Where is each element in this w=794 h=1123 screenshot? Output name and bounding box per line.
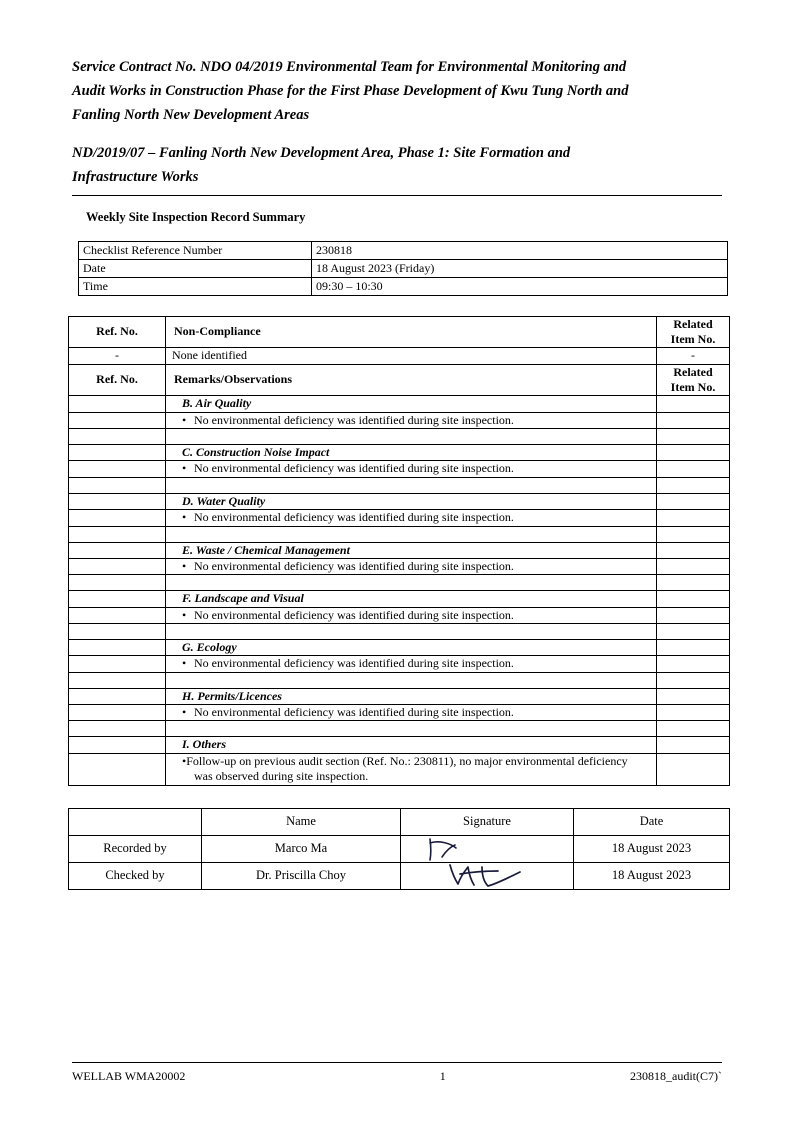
cell-blank <box>69 477 166 493</box>
table-row <box>69 688 730 704</box>
cell-blank <box>69 640 166 656</box>
cell-blank <box>69 705 166 721</box>
cell-blank <box>657 721 730 737</box>
cell-blank <box>657 510 730 526</box>
table-row <box>69 640 730 656</box>
sig-date-recorded-by: 18 August 2023 <box>574 835 730 862</box>
observation-text: No environmental deficiency was identified during site inspection. <box>194 461 514 476</box>
observation-construction-noise <box>166 461 657 477</box>
footer-right-text: 230818_audit(C7)` <box>630 1069 722 1083</box>
table-row-spacer <box>69 575 730 591</box>
cell-blank <box>69 607 166 623</box>
table-row-spacer <box>69 526 730 542</box>
info-label-checklist-ref: Checklist Reference Number <box>79 241 312 259</box>
cell-blank <box>166 672 657 688</box>
table-row <box>79 277 728 295</box>
cell-blank <box>69 624 166 640</box>
table-row <box>79 259 728 277</box>
table-row <box>69 510 730 526</box>
sig-header-signature: Signature <box>401 808 574 835</box>
cell-blank <box>69 575 166 591</box>
table-row <box>69 445 730 461</box>
table-header-row <box>69 808 730 835</box>
cell-blank <box>657 396 730 412</box>
table-row <box>69 737 730 753</box>
cell-blank <box>657 624 730 640</box>
table-row <box>69 753 730 785</box>
table-row-spacer <box>69 721 730 737</box>
cell-blank <box>657 705 730 721</box>
sig-header-name: Name <box>202 808 401 835</box>
cell-blank <box>69 461 166 477</box>
cell-blank <box>69 688 166 704</box>
page-footer <box>72 1062 722 1084</box>
header-ref-no-2: Ref. No. <box>69 364 166 396</box>
header-related-line-2b: Item No. <box>670 380 716 395</box>
observation-text: No environmental deficiency was identified during site inspection. <box>194 510 514 525</box>
cell-blank <box>69 656 166 672</box>
table-header-row <box>69 364 730 396</box>
cell-blank <box>657 542 730 558</box>
cell-blank <box>69 526 166 542</box>
non-compliance-ref: - <box>69 348 166 364</box>
cell-blank <box>69 558 166 574</box>
signature-table <box>68 808 730 890</box>
info-label-date: Date <box>79 259 312 277</box>
observation-air-quality <box>166 412 657 428</box>
header-related-item-no <box>657 316 730 348</box>
signature-mark-recorded-by <box>401 835 574 862</box>
table-row <box>69 835 730 862</box>
cell-blank <box>69 396 166 412</box>
category-permits-licences: H. Permits/Licences <box>166 688 657 704</box>
handwritten-signature-icon <box>412 864 562 888</box>
inspection-info-table <box>78 241 728 296</box>
observation-waste-chemical <box>166 558 657 574</box>
category-others: I. Others <box>166 737 657 753</box>
non-compliance-text: None identified <box>166 348 657 364</box>
cell-blank <box>166 624 657 640</box>
cell-blank <box>657 412 730 428</box>
category-waste-chemical: E. Waste / Chemical Management <box>166 542 657 558</box>
section-heading: Weekly Site Inspection Record Summary <box>86 209 306 224</box>
sig-date-checked-by: 18 August 2023 <box>574 862 730 889</box>
category-ecology: G. Ecology <box>166 640 657 656</box>
cell-blank <box>657 640 730 656</box>
cell-blank <box>69 445 166 461</box>
sig-name-recorded-by: Marco Ma <box>202 835 401 862</box>
cell-blank <box>166 721 657 737</box>
table-row <box>69 591 730 607</box>
info-value-time: 09:30 – 10:30 <box>312 277 728 295</box>
cell-blank <box>69 510 166 526</box>
table-row-spacer <box>69 429 730 445</box>
cell-blank <box>69 753 166 785</box>
cell-blank <box>657 607 730 623</box>
cell-blank <box>657 461 730 477</box>
sig-role-checked-by: Checked by <box>69 862 202 889</box>
header-related-line-1b: Related <box>673 364 713 379</box>
sig-role-recorded-by: Recorded by <box>69 835 202 862</box>
cell-blank <box>657 656 730 672</box>
cell-blank <box>657 753 730 785</box>
table-row <box>69 542 730 558</box>
cell-blank <box>657 688 730 704</box>
cell-blank <box>69 591 166 607</box>
cell-blank <box>657 591 730 607</box>
cell-blank <box>657 477 730 493</box>
table-row <box>69 656 730 672</box>
observation-landscape-visual <box>166 607 657 623</box>
bullet-icon: • <box>182 510 187 525</box>
table-row <box>69 461 730 477</box>
title-line-3: Fanling North New Development Areas <box>72 106 310 123</box>
footer-left-text: WELLAB WMA20002 <box>72 1069 186 1083</box>
table-row-spacer <box>69 477 730 493</box>
subtitle-line-2: Infrastructure Works <box>72 168 199 185</box>
non-compliance-related: - <box>657 348 730 364</box>
table-row <box>69 412 730 428</box>
observation-text: No environmental deficiency was identified during site inspection. <box>194 558 514 573</box>
table-row <box>69 705 730 721</box>
sig-name-checked-by: Dr. Priscilla Choy <box>202 862 401 889</box>
cell-blank <box>657 429 730 445</box>
observation-others <box>166 753 657 785</box>
info-value-checklist-ref: 230818 <box>312 241 728 259</box>
observation-permits-licences <box>166 705 657 721</box>
table-row <box>69 348 730 364</box>
table-row <box>69 862 730 889</box>
table-row <box>69 493 730 509</box>
table-row <box>79 241 728 259</box>
sig-header-blank <box>69 808 202 835</box>
subtitle-line-1: ND/2019/07 – Fanling North New Development Area, Phase 1: Site Formation and <box>72 144 571 161</box>
observation-text: No environmental deficiency was identified during site inspection. <box>194 705 514 720</box>
cell-blank <box>657 575 730 591</box>
cell-blank <box>657 526 730 542</box>
cell-blank <box>657 445 730 461</box>
info-label-time: Time <box>79 277 312 295</box>
observation-text: No environmental deficiency was identified during site inspection. <box>194 607 514 622</box>
cell-blank <box>69 412 166 428</box>
handwritten-signature-icon <box>412 837 562 861</box>
header-non-compliance: Non-Compliance <box>166 316 657 348</box>
cell-blank <box>657 737 730 753</box>
bullet-icon: • <box>182 705 187 720</box>
signature-mark-checked-by <box>401 862 574 889</box>
document-content <box>72 56 722 890</box>
header-related-line-2: Item No. <box>670 331 716 346</box>
document-title <box>72 56 722 128</box>
document-subtitle <box>72 142 722 196</box>
cell-blank <box>657 558 730 574</box>
observation-text: No environmental deficiency was identified during site inspection. <box>194 656 514 671</box>
category-landscape-visual: F. Landscape and Visual <box>166 591 657 607</box>
title-line-2: Audit Works in Construction Phase for the First Phase Development of Kwu Tung North and <box>72 82 629 99</box>
info-value-date: 18 August 2023 (Friday) <box>312 259 728 277</box>
table-header-row <box>69 316 730 348</box>
bullet-icon: • <box>182 607 187 622</box>
table-row <box>69 607 730 623</box>
table-row-spacer <box>69 624 730 640</box>
cell-blank <box>166 477 657 493</box>
observation-ecology <box>166 656 657 672</box>
cell-blank <box>69 737 166 753</box>
header-ref-no: Ref. No. <box>69 316 166 348</box>
cell-blank <box>69 493 166 509</box>
category-water-quality: D. Water Quality <box>166 493 657 509</box>
bullet-icon: • <box>182 412 187 427</box>
header-remarks-observations: Remarks/Observations <box>166 364 657 396</box>
cell-blank <box>657 672 730 688</box>
cell-blank <box>657 493 730 509</box>
observation-text-line2: was observed during site inspection. <box>194 769 369 784</box>
header-related-line-1: Related <box>673 316 713 331</box>
cell-blank <box>166 526 657 542</box>
observation-text: No environmental deficiency was identified during site inspection. <box>194 412 514 427</box>
bullet-icon: • <box>182 656 187 671</box>
bullet-icon: • <box>182 753 187 768</box>
inspection-findings-table <box>68 316 730 786</box>
table-row <box>69 396 730 412</box>
header-related-item-no-2 <box>657 364 730 396</box>
title-line-1: Service Contract No. NDO 04/2019 Environmental Team for Environmental Monitoring and <box>72 59 627 75</box>
cell-blank <box>166 575 657 591</box>
sig-header-date: Date <box>574 808 730 835</box>
cell-blank <box>166 429 657 445</box>
table-row <box>69 558 730 574</box>
bullet-icon: • <box>182 461 187 476</box>
category-air-quality: B. Air Quality <box>166 396 657 412</box>
observation-text: Follow-up on previous audit section (Ref. No.: 230811), no major environmental deficiency <box>186 753 628 768</box>
category-construction-noise: C. Construction Noise Impact <box>166 445 657 461</box>
table-row-spacer <box>69 672 730 688</box>
observation-water-quality <box>166 510 657 526</box>
cell-blank <box>69 672 166 688</box>
cell-blank <box>69 429 166 445</box>
cell-blank <box>69 542 166 558</box>
footer-page-number: 1 <box>439 1069 446 1083</box>
cell-blank <box>69 721 166 737</box>
bullet-icon: • <box>182 558 187 573</box>
